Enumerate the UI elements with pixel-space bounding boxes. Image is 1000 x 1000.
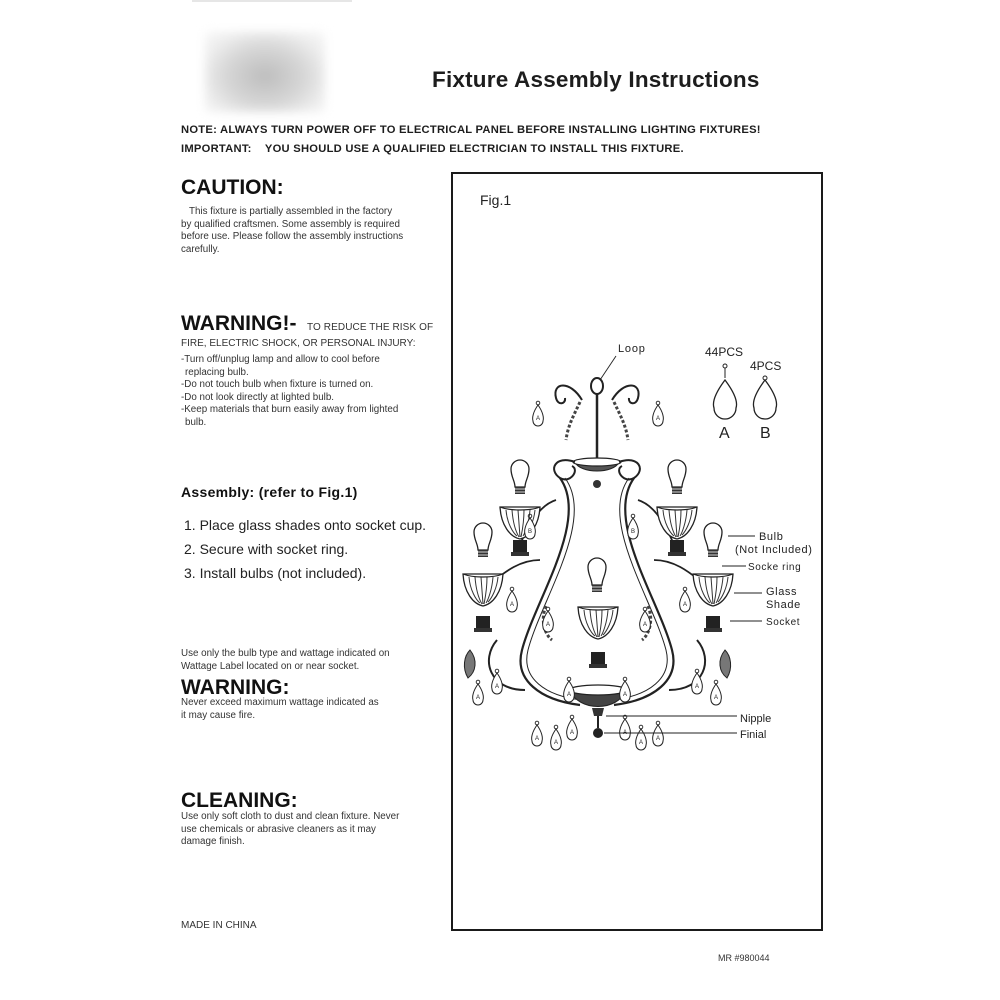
label-not-included: (Not Included) [735,544,813,556]
warning-item: -Do not touch bulb when fixture is turned on. [181,379,374,390]
legend-crystal-a [713,364,736,419]
caution-text [181,206,436,256]
warning-item: -Turn off/unplug lamp and allow to cool before [181,354,380,365]
warning-heading-text: WARNING!- [181,312,297,335]
cleaning-heading: CLEANING: [181,789,298,812]
label-44pcs: 44PCS [705,345,744,359]
label-glass: Glass [766,586,798,598]
brand-logo-blurred [205,32,325,112]
caution-line: before use. Please follow the assembly instructions [181,231,404,242]
label-nipple: Nipple [740,713,772,725]
warning-item: -Keep materials that burn easily away from lighted [181,404,399,415]
page-title: Fixture Assembly Instructions [432,67,760,92]
made-in-label: MADE IN CHINA [181,920,257,931]
warning-list [181,354,436,429]
wattage-line: Wattage Label located on or near socket. [181,660,360,672]
warning-subtitle-line2: FIRE, ELECTRIC SHOCK, OR PERSONAL INJURY: [181,338,416,349]
caution-heading: CAUTION: [181,176,284,199]
cleaning-line: damage finish. [181,836,245,847]
caution-line: This fixture is partially assembled in the factory [189,206,393,217]
assembly-heading: Assembly: (refer to Fig.1) [181,484,358,500]
cleaning-line: Use only soft cloth to dust and clean fixture. Never [181,811,400,822]
chandelier-diagram [451,172,824,932]
warning-item: bulb. [185,416,207,428]
important-text: YOU SHOULD USE A QUALIFIED ELECTRICIAN TO INSTALL THIS FIXTURE. [264,143,684,155]
power-off-note: NOTE: ALWAYS TURN POWER OFF TO ELECTRICAL PANEL BEFORE INSTALLING LIGHTING FIXTURES! [181,124,761,136]
legend-letter-a: A [719,425,730,442]
label-4pcs: 4PCS [750,359,782,373]
warning-heading [181,312,434,336]
important-label: IMPORTANT: [181,143,252,155]
warning-subtitle: TO REDUCE THE RISK OF [307,322,434,333]
wattage-note [181,648,436,673]
label-loop: Loop [618,343,646,355]
label-socket: Socket [766,617,801,628]
assembly-step: 2. Secure with socket ring. [184,541,349,557]
cleaning-line: use chemicals or abrasive cleaners as it may [181,823,376,835]
cleaning-text [181,811,436,849]
important-note [181,143,684,155]
warning-item: -Do not look directly at lighted bulb. [181,391,335,403]
assembly-step: 3. Install bulbs (not included). [184,565,367,581]
legend-crystal-b [753,376,776,419]
figure-label: Fig.1 [480,192,512,208]
wattage-line: Use only the bulb type and wattage indicated on [181,648,390,659]
caution-line: by qualified craftsmen. Some assembly is required [181,218,400,230]
label-finial: Finial [740,729,767,741]
label-socket-ring: Socke ring [748,562,802,573]
assembly-step: 1. Place glass shades onto socket cup. [184,517,427,533]
top-edge-line [192,0,352,2]
warning-item: replacing bulb. [185,366,249,378]
warning2-text [181,697,436,722]
model-number: MR #980044 [718,953,770,963]
caution-line: carefully. [181,243,220,255]
warning2-heading: WARNING: [181,676,290,699]
label-bulb: Bulb [759,531,784,543]
warning2-line: it may cause fire. [181,709,256,721]
legend-letter-b: B [760,425,771,442]
assembly-steps [184,513,426,585]
warning2-line: Never exceed maximum wattage indicated as [181,697,379,708]
label-shade: Shade [766,599,801,611]
